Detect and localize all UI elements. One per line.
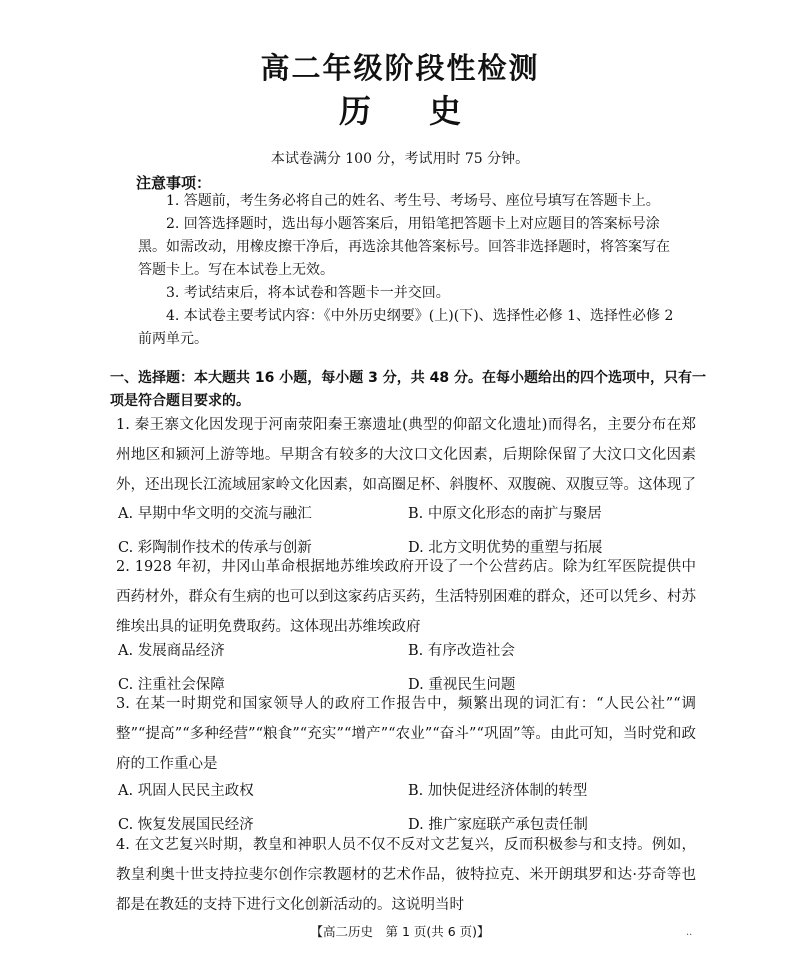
question-3-option-b: B. 加快促进经济体制的转型: [408, 782, 588, 799]
exam-intro: 本试卷满分 100 分，考试用时 75 分钟。: [270, 151, 530, 167]
page-footer: 【高二历史 第 1 页(共 6 页)】: [310, 924, 490, 939]
question-1-option-c: C. 彩陶制作技术的传承与创新: [118, 539, 312, 556]
question-1-stem: 1. 秦王寨文化因发现于河南荥阳秦王寨遗址(典型的仰韶文化遗址)而得名，主要分布在郑州地区和颍河上游等地。早期含有较多的大汶口文化因素，后期除保留了大汶口文化因素外，还出现长江流域屈家岭文化因素，如高圈足杯、斜腹杯、双腹碗、双腹豆等。这体现了: [116, 417, 696, 493]
notice-item-4: 4. 本试卷主要考试内容：《中外历史纲要》(上)(下)、选择性必修 1、选择性必修 2 前两单元。: [138, 308, 674, 347]
exam-title: 高二年级阶段性检测: [260, 51, 540, 85]
question-2-option-a: A. 发展商品经济: [118, 642, 225, 659]
question-1-option-b: B. 中原文化形态的南扩与聚居: [408, 505, 602, 522]
question-4-stem: 4. 在文艺复兴时期，教皇和神职人员不仅不反对文艺复兴，反而积极参与和支持。例如，教皇利奥十世支持拉斐尔创作宗教题材的艺术作品，彼特拉克、米开朗琪罗和达·芬奇等也都是在教廷的支持下进行文化创新活动的。这说明当时: [116, 837, 696, 913]
question-2-stem: 2. 1928 年初，井冈山革命根据地苏维埃政府开设了一个公营药店。除为红军医院提供中西药材外，群众有生病的也可以到这家药店买药，生活特别困难的群众，还可以凭乡、村苏维埃出具的证明免费取药。这体现出苏维埃政府: [116, 559, 696, 635]
question-3-stem: 3. 在某一时期党和国家领导人的政府工作报告中，频繁出现的词汇有：“人民公社”“调整”“提高”“多种经营”“粮食”“充实”“增产”“农业”“奋斗”“巩固”等。由此可知，当时党和政府的工作重心是: [116, 696, 696, 772]
question-3-option-d: D. 推广家庭联产承包责任制: [408, 816, 588, 833]
question-3-option-a: A. 巩固人民民主政权: [118, 782, 254, 799]
question-2-option-b: B. 有序改造社会: [408, 642, 515, 659]
question-1-option-a: A. 早期中华文明的交流与融汇: [118, 505, 312, 522]
subject-title: 历史: [338, 92, 519, 130]
notice-item-1: 1. 答题前，考生务必将自己的姓名、考生号、考场号、座位号填写在答题卡上。: [166, 193, 660, 209]
question-1-option-d: D. 北方文明优势的重塑与拓展: [408, 539, 603, 556]
question-2-option-d: D. 重视民生问题: [408, 676, 516, 693]
question-3-option-c: C. 恢复发展国民经济: [118, 816, 254, 833]
notice-item-2: 2. 回答选择题时，选出每小题答案后，用铅笔把答题卡上对应题目的答案标号涂黑。如需改动，用橡皮擦干净后，再选涂其他答案标号。回答非选择题时，将答案写在答题卡上。写在本试卷上无效。: [138, 216, 670, 278]
notice-heading: 注意事项：: [136, 174, 212, 192]
question-2-option-c: C. 注重社会保障: [118, 676, 225, 693]
corner-mark: ··: [686, 930, 693, 941]
section-heading: 一、选择题：本大题共 16 小题，每小题 3 分，共 48 分。在每小题给出的四个选项中，只有一项是符合题目要求的。: [110, 370, 706, 409]
notice-item-3: 3. 考试结束后，将本试卷和答题卡一并交回。: [166, 285, 450, 301]
